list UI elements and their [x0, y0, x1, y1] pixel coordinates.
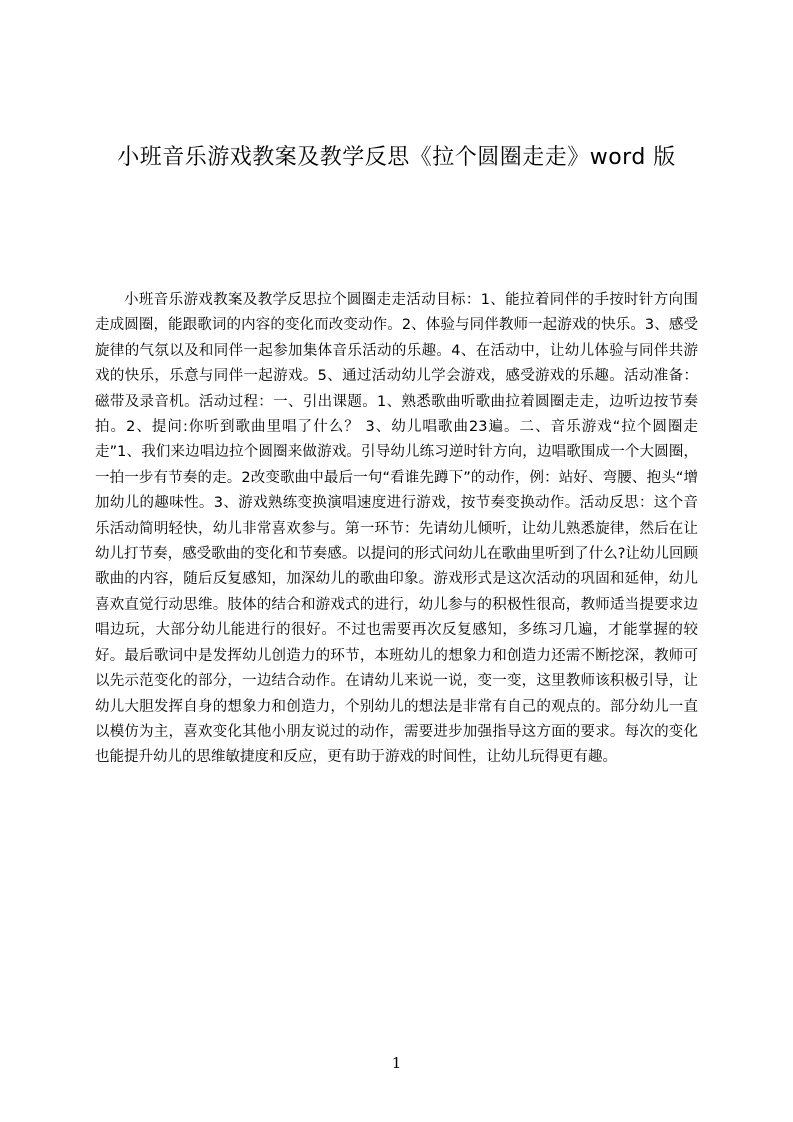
page-title: 小班音乐游戏教案及教学反思《拉个圆圈走走》word 版: [117, 145, 676, 170]
page-number: 1: [391, 1054, 402, 1072]
body-paragraph: 小班音乐游戏教案及教学反思拉个圆圈走走活动目标：1、能拉着同伴的手按时针方向围走成圆圈，能跟歌词的内容的变化而改变动作。2、体验与同伴教师一起游戏的快乐。3、感受旋律的气氛以及和同伴一起参加集体音乐活动的乐趣。4、在活动中，让幼儿体验与同伴共游戏的快乐，乐意与同伴一起游戏。5、通过活动幼儿学会游戏，感受游戏的乐趣。活动准备：磁带及录音机。活动过程：一、引出课题。1、熟悉歌曲听歌曲拉着圆圈走走，边听边按节奏拍。2、提问:你听到歌曲里唱了什么？ 3、幼儿唱歌曲23遍。二、音乐游戏“拉个圆圈走走”1、我们来边唱边拉个圆圈来做游戏。引导幼儿练习逆时针方向，边唱歌围成一个大圆圈，一拍一步有节奏的走。2改变歌曲中最后一句“看谁先蹲下”的动作，例：站好、弯腰、抱头“增加幼儿的趣味性。3、游戏熟练变换演唱速度进行游戏，按节奏变换动作。活动反思：这个音乐活动简明轻快，幼儿非常喜欢参与。第一环节：先请幼儿倾听，让幼儿熟悉旋律，然后在让幼儿打节奏，感受歌曲的变化和节奏感。以提问的形式问幼儿在歌曲里听到了什么?让幼儿回顾歌曲的内容，随后反复感知，加深幼儿的歌曲印象。游戏形式是这次活动的巩固和延伸，幼儿喜欢直觉行动思维。肢体的结合和游戏式的进行，幼儿参与的积极性很高，教师适当提要求边唱边玩，大部分幼儿能进行的很好。不过也需要再次反复感知，多练习几遍，才能掌握的较好。最后歌词中是发挥幼儿创造力的环节，本班幼儿的想象力和创造力还需不断挖深，教师可以先示范变化的部分，一边结合动作。在请幼儿来说一说，变一变，这里教师该积极引导，让幼儿大胆发挥自身的想象力和创造力，个别幼儿的想法是非常有自己的观点的。部分幼儿一直以模仿为主，喜欢变化其他小朋友说过的动作，需要进步加强指导这方面的要求。每次的变化也能提升幼儿的思维敏捷度和反应，更有助于游戏的时间性，让幼儿玩得更有趣。: [95, 292, 698, 766]
